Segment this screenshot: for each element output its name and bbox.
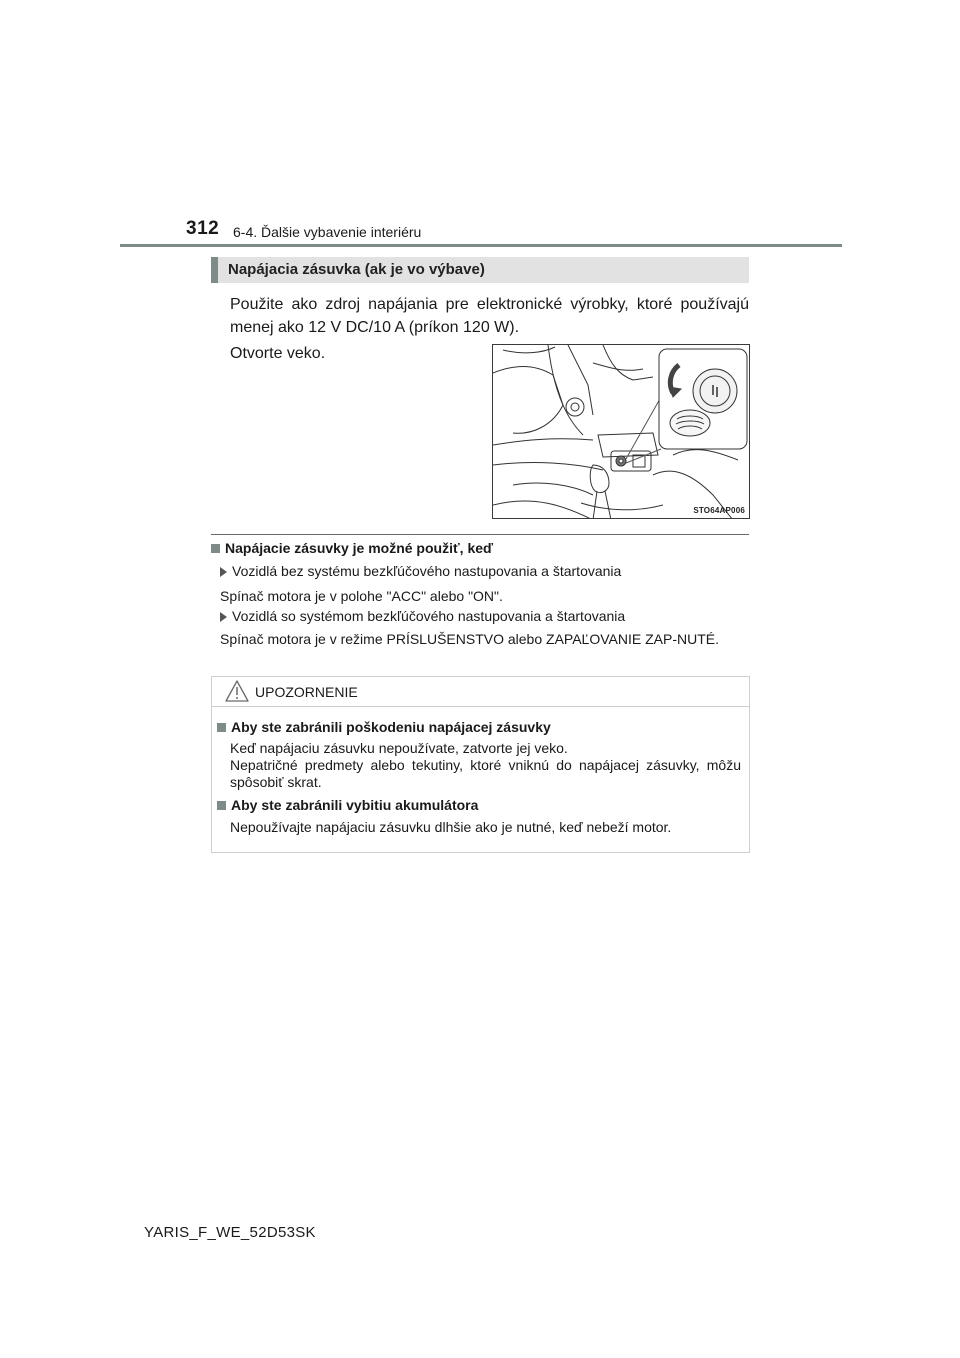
section-path: 6-4. Ďalšie vybavenie interiéru	[233, 224, 422, 240]
warning-header	[212, 677, 749, 707]
square-bullet-icon	[217, 801, 226, 810]
step-text: Otvorte veko.	[230, 345, 326, 362]
warning-item-title	[217, 719, 551, 735]
section-heading-text: Napájacia zásuvka (ak je vo výbave)	[228, 261, 485, 278]
intro-paragraph: Použite ako zdroj napájania pre elektronické výrobky, ktoré používajú menej ako 12 V DC/10 A (príkon 120 W).	[230, 296, 749, 336]
footer-code: YARIS_F_WE_52D53SK	[144, 1224, 316, 1241]
notes-title-text: Napájacie zásuvky je možné použiť, keď	[225, 540, 494, 556]
notes-rule	[211, 534, 749, 535]
warning-label: UPOZORNENIE	[255, 684, 358, 700]
triangle-bullet-icon	[220, 567, 227, 577]
warning-triangle-icon	[225, 680, 249, 702]
section-heading	[211, 257, 749, 283]
figure-code: STO64AP006	[693, 506, 745, 515]
dashboard-outlet-drawing	[493, 345, 750, 519]
square-bullet-icon	[211, 544, 220, 553]
note-bullet	[220, 608, 625, 624]
warning-item-text: Keď napájaciu zásuvku nepoužívate, zatvorte jej veko.	[230, 740, 568, 756]
note-text: Spínač motora je v polohe "ACC" alebo "ON".	[220, 588, 503, 604]
page-number: 312	[186, 218, 220, 239]
square-bullet-icon	[217, 723, 226, 732]
note-bullet	[220, 563, 621, 579]
warning-box	[211, 676, 750, 853]
note-text: Spínač motora je v režime PRÍSLUŠENSTVO alebo ZAPAĽOVANIE ZAP-NUTÉ.	[220, 631, 719, 647]
header-rule	[120, 244, 842, 247]
triangle-bullet-icon	[220, 612, 227, 622]
power-outlet-illustration	[492, 344, 750, 519]
warning-item-title-text: Aby ste zabránili poškodeniu napájacej zásuvky	[231, 719, 551, 735]
note-bullet-text: Vozidlá bez systému bezkľúčového nastupovania a štartovania	[232, 563, 622, 579]
notes-title	[211, 540, 493, 556]
warning-item-text: Nepoužívajte napájaciu zásuvku dlhšie ako je nutné, keď nebeží motor.	[230, 819, 672, 835]
warning-item-text: Nepatričné predmety alebo tekutiny, ktoré vniknú do napájacej zásuvky, môžu spôsobiť skrat.	[230, 757, 741, 790]
warning-item-title	[217, 797, 478, 813]
note-bullet-text: Vozidlá so systémom bezkľúčového nastupovania a štartovania	[232, 608, 626, 624]
warning-item-title-text: Aby ste zabránili vybitiu akumulátora	[231, 797, 479, 813]
